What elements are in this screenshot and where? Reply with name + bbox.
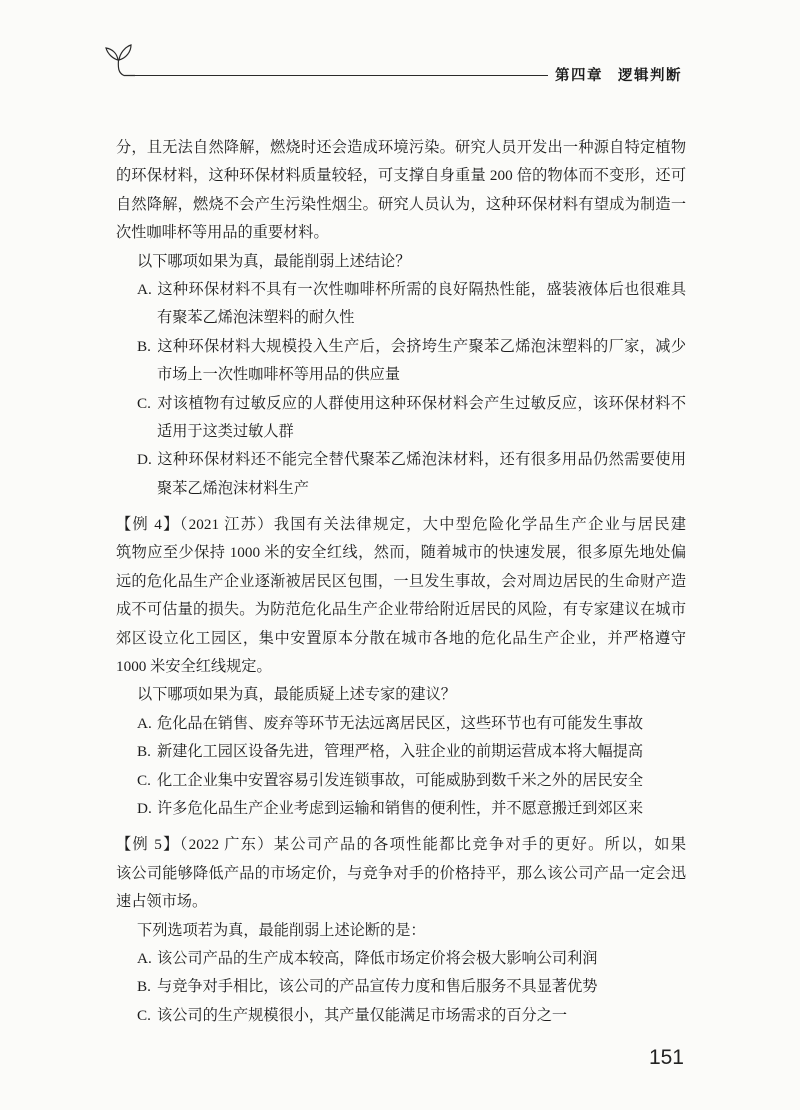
option-letter: A. xyxy=(137,280,152,298)
option-b xyxy=(116,333,686,390)
chapter-number: 第四章 xyxy=(555,68,603,84)
option-text: 危化品在销售、废弃等环节无法远离居民区，这些环节也有可能发生事故 xyxy=(157,714,643,732)
passage-line: 1000 米安全红线规定。 xyxy=(116,658,272,676)
option-letter: B. xyxy=(137,978,151,996)
option-letter: D. xyxy=(137,451,152,469)
example-label: 【例 5】 xyxy=(116,836,180,854)
page-number: 151 xyxy=(648,1046,684,1069)
example-5 xyxy=(116,831,686,1030)
passage-line: 该公司能够降低产品的市场定价，与竞争对手的价格持平，那么该公司产品一定会迅 xyxy=(116,864,686,882)
passage-line: 筑物应至少保持 1000 米的安全红线，然而，随着城市的快速发展，很多原先地处偏 xyxy=(116,544,686,562)
chapter-title: 逻辑判断 xyxy=(618,68,682,84)
passage-line: 分，且无法自然降解，燃烧时还会造成环境污染。研究人员开发出一种源自特定植物 xyxy=(116,139,686,156)
option-d xyxy=(116,795,686,823)
header-rule xyxy=(134,75,548,76)
example-source: （2022 广东） xyxy=(179,836,274,854)
option-line xyxy=(116,390,686,418)
passage-text: 我国有关法律规定，大中型危险化学品生产企业与居民建 xyxy=(273,516,686,534)
page-body xyxy=(116,134,686,1030)
option-text: 这种环保材料不具有一次性咖啡杯所需的良好隔热性能，盛装液体后也很难具 xyxy=(157,280,686,298)
option-text-continued: 适用于这类过敏人群 xyxy=(157,422,294,440)
option-c xyxy=(116,1002,686,1030)
previous-question xyxy=(116,134,686,503)
option-a xyxy=(116,945,686,973)
option-d xyxy=(116,446,686,503)
option-a xyxy=(116,710,686,738)
option-text: 对该植物有过敏反应的人群使用这种环保材料会产生过敏反应，该环保材料不 xyxy=(157,394,686,412)
option-text: 该公司产品的生产成本较高，降低市场定价将会极大影响公司利润 xyxy=(157,949,598,967)
passage-text: 某公司产品的各项性能都比竞争对手的更好。所以，如果 xyxy=(273,836,686,854)
option-text: 与竞争对手相比，该公司的产品宣传力度和售后服务不具显著优势 xyxy=(157,978,598,996)
sprout-left-leaf xyxy=(106,48,118,60)
option-text: 该公司的生产规模很小，其产量仅能满足市场需求的百分之一 xyxy=(157,1006,568,1024)
option-line xyxy=(116,276,686,304)
example-label: 【例 4】 xyxy=(116,516,180,534)
option-letter: D. xyxy=(137,799,152,817)
passage-line: 次性咖啡杯等用品的重要材料。 xyxy=(116,224,329,242)
sprout-right-leaf xyxy=(119,45,131,60)
option-c xyxy=(116,390,686,447)
example-4 xyxy=(116,511,686,823)
passage-line xyxy=(116,831,686,859)
sprout-icon xyxy=(101,40,135,78)
option-b xyxy=(116,738,686,766)
option-text: 化工企业集中安置容易引发连锁事故，可能威胁到数千米之外的居民安全 xyxy=(157,771,643,789)
passage-line: 的环保材料，这种环保材料质量较轻，可支撑自身重量 200 倍的物体而不变形，还可 xyxy=(116,167,686,185)
passage-line: 远的危化品生产企业逐渐被居民区包围，一旦发生事故，会对周边居民的生命财产造 xyxy=(116,572,686,590)
sprout-stem xyxy=(118,60,135,76)
option-text: 许多危化品生产企业考虑到运输和销售的便利性，并不愿意搬迁到郊区来 xyxy=(157,799,643,817)
passage-line: 成不可估量的损失。为防范危化品生产企业带给附近居民的风险，有专家建议在城市 xyxy=(116,601,686,619)
option-letter: C. xyxy=(137,1006,151,1024)
option-line xyxy=(116,333,686,361)
option-text: 这种环保材料大规模投入生产后，会挤垮生产聚苯乙烯泡沫塑料的厂家，减少 xyxy=(157,337,686,355)
option-letter: B. xyxy=(137,743,151,761)
passage-line xyxy=(116,511,686,539)
option-c xyxy=(116,767,686,795)
question-stem: 以下哪项如果为真，最能质疑上述专家的建议？ xyxy=(137,686,456,704)
option-line xyxy=(116,446,686,474)
option-text: 这种环保材料还不能完全替代聚苯乙烯泡沫材料，还有很多用品仍然需要使用 xyxy=(157,451,686,469)
question-stem: 下列选项若为真，最能削弱上述论断的是： xyxy=(137,921,426,939)
option-letter: C. xyxy=(137,394,151,412)
option-text-continued: 有聚苯乙烯泡沫塑料的耐久性 xyxy=(157,309,355,327)
passage-line: 速占领市场。 xyxy=(116,893,208,911)
option-a xyxy=(116,276,686,333)
example-source: （2021 江苏） xyxy=(179,516,274,534)
option-text-continued: 市场上一次性咖啡杯等用品的供应量 xyxy=(157,366,400,384)
option-b xyxy=(116,973,686,1001)
question-stem: 以下哪项如果为真，最能削弱上述结论？ xyxy=(137,252,411,270)
passage-line: 郊区设立化工园区，集中安置原本分散在城市各地的危化品生产企业，并严格遵守 xyxy=(116,629,686,647)
option-letter: A. xyxy=(137,714,152,732)
passage-line: 自然降解，燃烧不会产生污染性烟尘。研究人员认为，这种环保材料有望成为制造一 xyxy=(116,195,686,213)
option-letter: B. xyxy=(137,337,151,355)
option-letter: A. xyxy=(137,949,152,967)
option-letter: C. xyxy=(137,771,151,789)
option-text-continued: 聚苯乙烯泡沫材料生产 xyxy=(157,479,309,497)
option-text: 新建化工园区设备先进，管理严格，入驻企业的前期运营成本将大幅提高 xyxy=(157,743,643,761)
